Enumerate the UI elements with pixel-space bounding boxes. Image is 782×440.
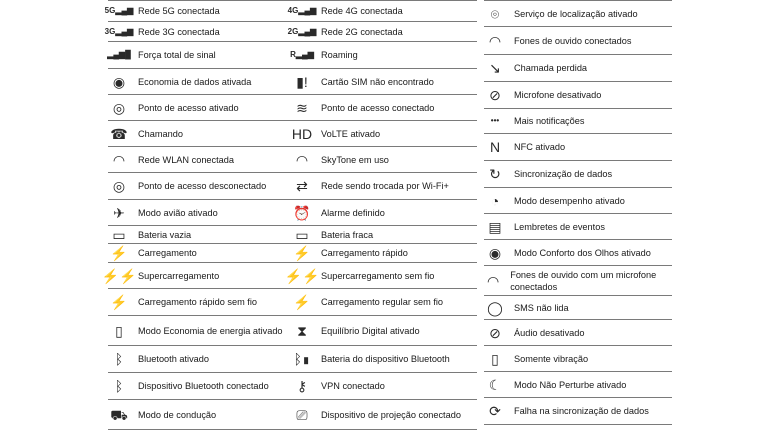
table-row: [484, 109, 672, 134]
icon-description: Fones de ouvido conectados: [514, 35, 632, 46]
icon-description: Áudio desativado: [514, 327, 585, 338]
icon-description: Modo desempenho ativado: [514, 195, 625, 206]
cell: [291, 200, 477, 225]
signal-2g-icon: 2G▂▄▆: [287, 26, 317, 36]
cell: [484, 134, 672, 160]
vpn-key-icon: ⚷: [296, 378, 308, 394]
table-row: [104, 0, 477, 22]
data-saver-icon: ◉: [112, 73, 126, 90]
table-row: [101, 263, 477, 289]
wireless-supercharging-icon: ⚡⚡: [284, 267, 320, 284]
table-row: [484, 55, 672, 82]
cell: [291, 121, 477, 146]
icon-description: SkyTone em uso: [321, 154, 389, 165]
cell: [108, 346, 283, 372]
table-row: [108, 289, 477, 316]
cell: [484, 55, 672, 81]
wireless-fast-charging-icon: ⚡: [110, 294, 128, 310]
icon-description: Falha na sincronização de dados: [514, 406, 649, 416]
signal-4g-icon: 4G▂▄▆: [287, 6, 317, 15]
table-row: [484, 161, 672, 188]
cell: [484, 296, 672, 319]
sync-icon: ↻: [489, 166, 501, 182]
icon-description: Microfone desativado: [514, 90, 602, 100]
cell: [108, 121, 283, 146]
airplane-icon: ✈: [113, 204, 125, 221]
cell: [484, 161, 672, 187]
icon-description: Alarme definido: [321, 207, 385, 218]
table-row: [484, 296, 672, 320]
table-row: [484, 188, 672, 214]
cell: [291, 373, 477, 399]
left-icon-table: [101, 0, 477, 430]
icon-description: Equilíbrio Digital ativado: [321, 325, 420, 336]
cell: [291, 400, 477, 429]
cell: [484, 398, 672, 424]
icon-description: SMS não lida: [514, 302, 569, 313]
cell: [104, 1, 283, 21]
performance-icon: ◔: [490, 192, 500, 209]
table-row: [484, 320, 672, 346]
cell: [284, 263, 477, 288]
icon-description: Carregamento rápido: [321, 248, 408, 258]
icon-description: Lembretes de eventos: [514, 221, 605, 232]
table-row: [484, 346, 672, 372]
icon-description: Dispositivo Bluetooth conectado: [138, 381, 269, 391]
missed-call-icon: ↘: [489, 60, 501, 76]
icon-description: Chamando: [138, 128, 183, 139]
cell: [291, 244, 477, 262]
cell: [101, 263, 283, 288]
cell: [291, 316, 477, 345]
charging-icon: ⚡: [110, 245, 128, 261]
cell: [484, 188, 672, 213]
table-row: [108, 173, 477, 200]
calendar-icon: ▤: [488, 218, 502, 235]
icon-description: Modo de condução: [138, 409, 217, 420]
table-row: [484, 266, 672, 296]
icon-description: NFC ativado: [514, 142, 566, 152]
cell: [108, 289, 283, 315]
icon-description: VoLTE ativado: [321, 128, 381, 139]
table-row: [104, 22, 477, 42]
table-row: [484, 134, 672, 161]
skytone-icon: ◠: [295, 151, 309, 168]
headset-mic-icon: ◠: [486, 272, 500, 289]
table-row: [108, 400, 477, 430]
cell: [108, 42, 283, 68]
icon-description: Dispositivo de projeção conectado: [321, 409, 461, 420]
cell: [484, 266, 672, 295]
hotspot-on-icon: ◎: [112, 99, 126, 116]
headset-icon: ◠: [488, 32, 502, 49]
icon-description: Bluetooth ativado: [138, 354, 210, 364]
sync-failed-icon: ⟳: [489, 403, 501, 419]
fast-charging-icon: ⚡: [293, 245, 311, 261]
cell: [108, 244, 283, 262]
cell: [291, 226, 477, 243]
alarm-icon: ⏰: [293, 204, 311, 221]
signal-5g-icon: 5G▂▄▆: [104, 6, 134, 15]
battery-low-icon: ▭: [295, 226, 309, 243]
icon-description: Mais notificações: [514, 116, 585, 126]
cell: [104, 22, 283, 41]
cast-icon: ⎚: [296, 406, 308, 423]
icon-description: Carregamento regular sem fio: [321, 297, 444, 307]
sms-icon: ◯: [487, 299, 503, 316]
right-icon-table: [484, 0, 672, 425]
cell: [484, 214, 672, 239]
icon-description: Rede 2G conectada: [321, 26, 403, 37]
eye-comfort-icon: ◉: [488, 244, 502, 261]
icon-description: Modo Conforto dos Olhos ativado: [514, 247, 651, 258]
icon-description: Modo Economia de energia ativado: [138, 325, 283, 336]
cell: [291, 147, 477, 172]
icon-description: VPN conectado: [321, 381, 385, 391]
table-row: [108, 69, 477, 95]
icon-description: Ponto de acesso ativado: [138, 102, 239, 113]
mic-off-icon: ⊘: [489, 87, 501, 103]
cell: [291, 346, 477, 372]
cell: [108, 147, 283, 172]
icon-description: Fones de ouvido com um microfone conectados: [510, 269, 657, 292]
wifi-plus-icon: ⇄: [296, 178, 308, 194]
supercharging-icon: ⚡⚡: [101, 267, 137, 284]
roaming-icon: R▂▄▆: [290, 50, 314, 59]
cell: [108, 200, 283, 225]
table-row: [108, 147, 477, 173]
cell: [291, 289, 477, 315]
bluetooth-connected-icon: ᛒ: [114, 378, 124, 394]
cell: [108, 69, 283, 94]
hotspot-connected-icon: ≋: [296, 99, 308, 116]
icon-description: Serviço de localização ativado: [514, 8, 638, 19]
table-row: [108, 121, 477, 147]
battery-empty-icon: ▭: [112, 226, 126, 243]
icon-description: Rede 3G conectada: [138, 26, 220, 37]
table-row: [484, 240, 672, 266]
cell: [291, 42, 477, 68]
location-icon: ⌾: [490, 5, 500, 22]
cell: [287, 22, 477, 41]
power-saving-icon: ▯: [115, 322, 123, 339]
table-row: [108, 346, 477, 373]
icon-description: Modo Não Perturbe ativado: [514, 379, 627, 390]
cell: [108, 373, 283, 399]
icon-description: Bateria do dispositivo Bluetooth: [321, 354, 450, 364]
icon-description: Supercarregamento sem fio: [321, 270, 435, 281]
hotspot-disconnected-icon: ◎: [112, 178, 126, 194]
icon-description: Cartão SIM não encontrado: [321, 76, 434, 87]
cell: [484, 346, 672, 371]
table-row: [108, 316, 477, 346]
driving-mode-icon: ⛟: [110, 406, 128, 423]
cell: [108, 226, 283, 243]
bluetooth-battery-icon: ᛒ▮: [293, 351, 311, 367]
cell: [484, 109, 672, 133]
cell: [484, 1, 672, 26]
cell: [484, 82, 672, 108]
cell: [108, 316, 283, 345]
bluetooth-icon: ᛒ: [114, 351, 124, 367]
icon-description: Rede 5G conectada: [138, 6, 220, 16]
cell: [484, 372, 672, 397]
icon-description: Chamada perdida: [514, 63, 588, 73]
signal-3g-icon: 3G▂▄▆: [104, 26, 134, 36]
table-row: [484, 82, 672, 109]
icon-description: Supercarregamento: [138, 270, 220, 281]
icon-description: Bateria vazia: [138, 229, 192, 240]
icon-description: Roaming: [321, 50, 358, 60]
icon-description: Economia de dados ativada: [138, 76, 252, 87]
audio-off-icon: ⊘: [489, 324, 501, 341]
table-row: [108, 95, 477, 121]
icon-description: Rede sendo trocada por Wi-Fi+: [321, 181, 449, 191]
icon-description: Força total de sinal: [138, 50, 216, 60]
digital-balance-icon: ⧗: [297, 322, 307, 339]
table-row: [484, 398, 672, 425]
table-row: [484, 214, 672, 240]
cell: [484, 320, 672, 345]
full-signal-icon: ▂▄▆█: [107, 50, 131, 59]
icon-description: Rede 4G conectada: [321, 6, 403, 16]
icon-description: Modo avião ativado: [138, 207, 218, 218]
hd-icon: HD: [291, 125, 313, 142]
icon-description: Carregamento rápido sem fio: [138, 297, 257, 307]
icon-description: Rede WLAN conectada: [138, 154, 235, 165]
more-notifications-icon: •••: [490, 116, 500, 125]
calling-icon: ☎: [110, 125, 128, 142]
table-row: [108, 42, 477, 69]
icon-description: Bateria fraca: [321, 229, 374, 240]
cell: [287, 1, 477, 21]
icon-description: Somente vibração: [514, 353, 589, 364]
cell: [291, 69, 477, 94]
wifi-icon: ◠: [112, 151, 126, 168]
wireless-charging-icon: ⚡: [293, 294, 311, 310]
table-row: [108, 373, 477, 400]
cell: [108, 400, 283, 429]
cell: [108, 173, 283, 199]
table-row: [484, 27, 672, 55]
cell: [291, 95, 477, 120]
icon-description: Sincronização de dados: [514, 169, 613, 179]
cell: [108, 95, 283, 120]
vibrate-icon: ▯: [491, 350, 499, 367]
sim-missing-icon: ▮!: [296, 73, 308, 90]
table-row: [484, 372, 672, 398]
table-row: [108, 244, 477, 263]
do-not-disturb-icon: ☾: [488, 376, 502, 393]
cell: [484, 240, 672, 265]
table-row: [484, 0, 672, 27]
cell: [484, 27, 672, 54]
table-row: [108, 200, 477, 226]
cell: [291, 173, 477, 199]
icon-description: Ponto de acesso desconectado: [138, 181, 267, 191]
icon-description: Ponto de acesso conectado: [321, 102, 435, 113]
nfc-icon: N: [489, 139, 501, 155]
icon-description: Carregamento: [138, 248, 197, 258]
